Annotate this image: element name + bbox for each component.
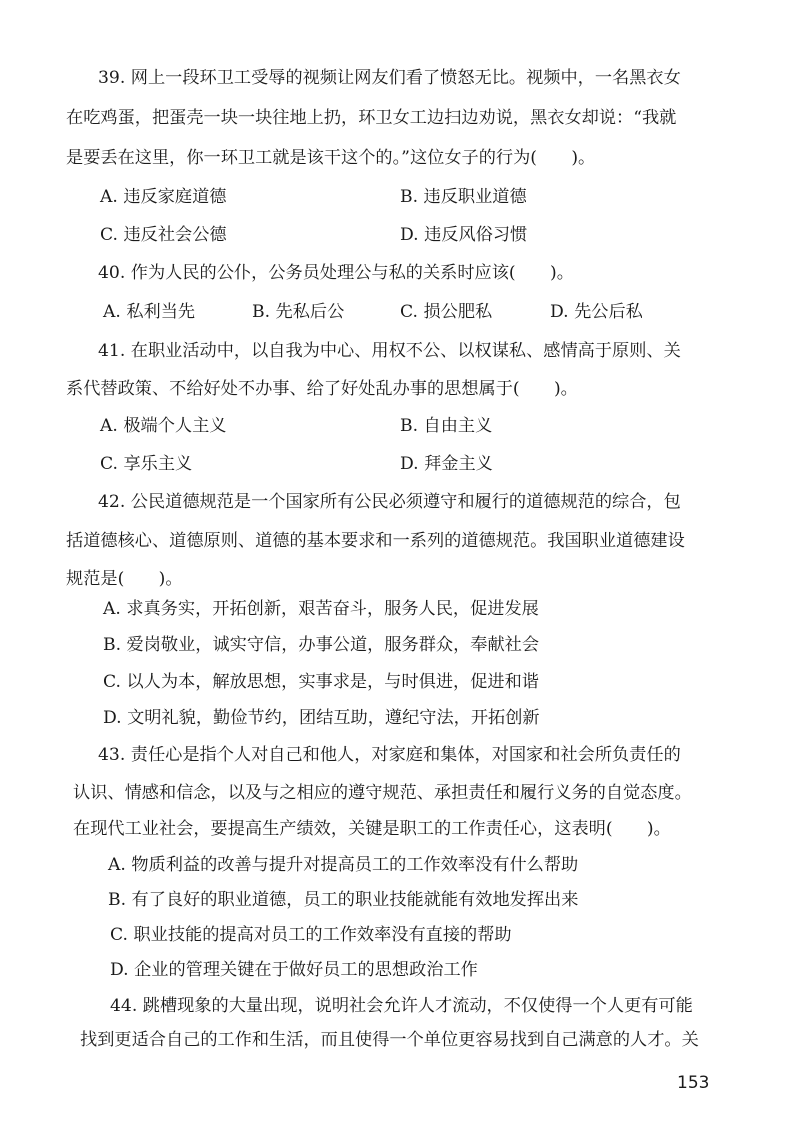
- q42-option-a: A. 求真务实，开拓创新，艰苦奋斗，服务人民，促进发展: [103, 599, 539, 619]
- page-number: 153: [677, 1073, 710, 1093]
- q40-option-c: C. 损公肥私: [400, 302, 493, 322]
- q40-option-b: B. 先私后公: [252, 302, 345, 322]
- q39-line-2: 在吃鸡蛋，把蛋壳一块一块往地上扔，环卫女工边扫边劝说，黑衣女却说：“我就: [66, 108, 677, 128]
- q42-option-d: D. 文明礼貌，勤俭节约，团结互助，遵纪守法，开拓创新: [103, 708, 540, 728]
- q41-option-c: C. 享乐主义: [100, 454, 193, 474]
- q40-option-a: A. 私利当先: [103, 302, 196, 322]
- q41-option-b: B. 自由主义: [400, 416, 493, 436]
- q42-option-c: C. 以人为本，解放思想，实事求是，与时俱进，促进和谐: [103, 672, 539, 692]
- q44-line-1: 44. 跳槽现象的大量出现，说明社会允许人才流动，不仅使得一个人更有可能: [110, 996, 693, 1016]
- q42-option-b: B. 爱岗敬业，诚实守信，办事公道，服务群众，奉献社会: [103, 635, 540, 655]
- q44-line-2: 找到更适合自己的工作和生活，而且使得一个单位更容易找到自己满意的人才。关: [80, 1030, 699, 1050]
- q40-line-1: 40. 作为人民的公仆，公务员处理公与私的关系时应该( )。: [98, 263, 574, 283]
- q41-line-2: 系代替政策、不给好处不办事、给了好处乱办事的思想属于( )。: [66, 379, 578, 399]
- q43-option-a: A. 物质利益的改善与提升对提高员工的工作效率没有什么帮助: [108, 855, 579, 875]
- q39-line-1: 39. 网上一段环卫工受辱的视频让网友们看了愤怒无比。视频中，一名黑衣女: [98, 68, 681, 88]
- q43-option-d: D. 企业的管理关键在于做好员工的思想政治工作: [110, 960, 478, 980]
- q43-line-2: 认识、情感和信念，以及与之相应的遵守规范、承担责任和履行义务的自觉态度。: [73, 783, 692, 803]
- q41-line-1: 41. 在职业活动中，以自我为中心、用权不公、以权谋私、感情高于原则、关: [98, 341, 681, 361]
- q43-option-b: B. 有了良好的职业道德，员工的职业技能就能有效地发挥出来: [108, 890, 579, 910]
- q43-option-c: C. 职业技能的提高对员工的工作效率没有直接的帮助: [110, 925, 512, 945]
- q39-option-c: C. 违反社会公德: [100, 225, 227, 245]
- q41-option-d: D. 拜金主义: [400, 454, 493, 474]
- q42-line-2: 括道德核心、道德原则、道德的基本要求和一系列的道德规范。我国职业道德建设: [66, 531, 685, 551]
- q42-line-1: 42. 公民道德规范是一个国家所有公民必须遵守和履行的道德规范的综合，包: [98, 492, 681, 512]
- q43-line-1: 43. 责任心是指个人对自己和他人，对家庭和集体，对国家和社会所负责任的: [98, 745, 681, 765]
- q41-option-a: A. 极端个人主义: [100, 416, 227, 436]
- q39-option-d: D. 违反风俗习惯: [400, 225, 528, 245]
- q40-option-d: D. 先公后私: [550, 302, 643, 322]
- q39-line-3: 是要丢在这里，你一环卫工就是该干这个的。”这位女子的行为( )。: [66, 148, 596, 168]
- q39-option-a: A. 违反家庭道德: [100, 187, 227, 207]
- q42-line-3: 规范是( )。: [66, 569, 183, 589]
- q39-option-b: B. 违反职业道德: [400, 187, 527, 207]
- q43-line-3: 在现代工业社会，要提高生产绩效，关键是职工的工作责任心，这表明( )。: [73, 819, 671, 839]
